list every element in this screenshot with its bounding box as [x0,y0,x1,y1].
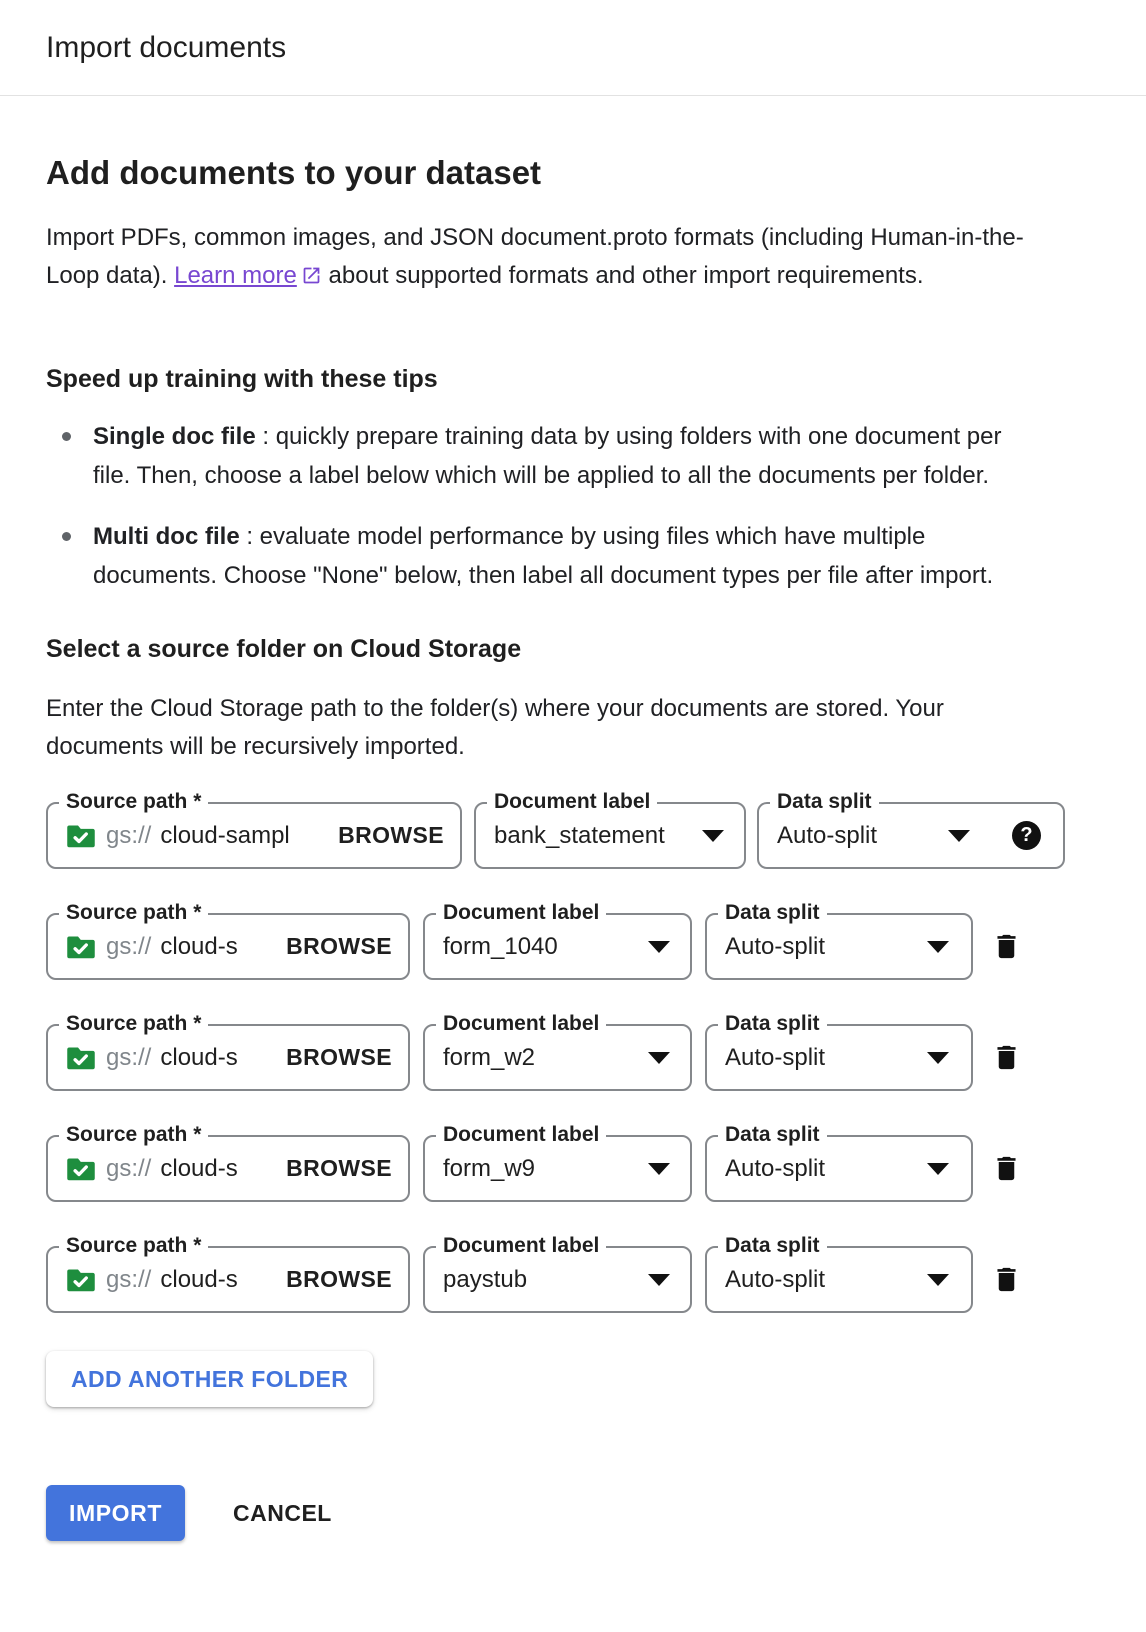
data-split-label: Data split [718,1123,827,1147]
open-in-new-icon [301,265,322,286]
delete-row-button[interactable] [991,1264,1022,1295]
cloud-folder-check-icon [66,1045,96,1071]
document-label-select[interactable] [423,1123,692,1202]
gs-prefix: gs:// [106,1154,152,1182]
tip-text: : quickly prepare training data by using folders with one document per file. Then, choose a label below which will be applied to all the documents per folder. [93,423,1002,489]
document-label-value: form_w9 [443,1154,536,1182]
dialog-body [0,154,1146,1541]
learn-more-label: Learn more [174,262,297,289]
tip-title: Single doc file [93,423,256,450]
gs-prefix: gs:// [106,1043,152,1071]
source-path-field[interactable] [46,790,462,869]
data-split-label: Data split [718,1012,827,1036]
data-split-value: Auto-split [725,1154,826,1182]
source-section-description: Enter the Cloud Storage path to the folder(s) where your documents are stored. Your documents will be recursively imported. [46,695,944,760]
trash-icon [991,1264,1022,1295]
dropdown-arrow-icon [648,1052,670,1064]
data-split-select[interactable] [705,901,973,980]
document-label-select[interactable] [423,1234,692,1313]
cloud-folder-check-icon [66,1267,96,1293]
document-label-label: Document label [436,1123,606,1147]
document-label-value: form_w2 [443,1043,536,1071]
intro-description [46,219,1031,295]
source-path-value[interactable]: cloud-s [160,932,238,960]
dialog-actions [46,1485,1100,1541]
data-split-value: Auto-split [777,821,878,849]
source-path-label: Source path * [59,790,208,814]
data-split-value: Auto-split [725,1265,826,1293]
data-split-select[interactable] [705,1012,973,1091]
learn-more-link[interactable] [174,262,322,289]
trash-icon [991,1042,1022,1073]
source-path-label: Source path * [59,1123,208,1147]
source-path-label: Source path * [59,1234,208,1258]
document-label-label: Document label [436,1012,606,1036]
document-label-value: paystub [443,1265,528,1293]
import-row [46,1234,1100,1313]
data-split-select[interactable] [757,790,1065,869]
data-split-value: Auto-split [725,1043,826,1071]
tip-title: Multi doc file [93,523,240,550]
source-section-heading: Select a source folder on Cloud Storage [46,635,522,663]
source-path-field[interactable] [46,1234,410,1313]
delete-row-button[interactable] [991,1153,1022,1184]
source-path-field[interactable] [46,1012,410,1091]
cancel-button[interactable]: CANCEL [233,1499,332,1526]
data-split-select[interactable] [705,1234,973,1313]
source-path-field[interactable] [46,901,410,980]
help-icon[interactable]: ? [1012,821,1041,850]
dialog-header [0,0,1146,96]
gs-prefix: gs:// [106,1265,152,1293]
document-label-value: bank_statement [494,821,665,849]
source-path-value[interactable]: cloud-s [160,1265,238,1293]
document-label-select[interactable] [423,901,692,980]
data-split-value: Auto-split [725,932,826,960]
dropdown-arrow-icon [702,830,724,842]
browse-button[interactable]: BROWSE [286,1044,392,1070]
document-label-label: Document label [436,1234,606,1258]
document-label-label: Document label [436,901,606,925]
source-path-value[interactable]: cloud-s [160,1154,238,1182]
intro-text-after-link: about supported formats and other import requirements. [321,262,924,289]
document-label-label: Document label [487,790,657,814]
dropdown-arrow-icon [927,1052,949,1064]
import-rows [46,790,1100,1313]
source-path-label: Source path * [59,1012,208,1036]
import-row [46,790,1100,869]
import-row [46,1012,1100,1091]
dialog-title: Import documents [46,30,287,64]
dropdown-arrow-icon [648,1163,670,1175]
document-label-value: form_1040 [443,932,558,960]
add-another-folder-button[interactable]: ADD ANOTHER FOLDER [46,1351,373,1407]
data-split-label: Data split [770,790,879,814]
tip-text: : evaluate model performance by using files which have multiple documents. Choose "None" below, then label all document types per file after import. [93,523,994,589]
import-row [46,901,1100,980]
dropdown-arrow-icon [648,1274,670,1286]
source-path-value[interactable]: cloud-sampl [160,821,290,849]
import-row [46,1123,1100,1202]
import-button[interactable]: IMPORT [46,1485,185,1541]
data-split-label: Data split [718,901,827,925]
list-item [46,517,1036,595]
source-path-label: Source path * [59,901,208,925]
gs-prefix: gs:// [106,821,152,849]
data-split-label: Data split [718,1234,827,1258]
delete-row-button[interactable] [991,931,1022,962]
browse-button[interactable]: BROWSE [286,933,392,959]
delete-row-button[interactable] [991,1042,1022,1073]
page-title: Add documents to your dataset [46,154,542,191]
cloud-folder-check-icon [66,934,96,960]
browse-button[interactable]: BROWSE [338,822,444,848]
browse-button[interactable]: BROWSE [286,1266,392,1292]
dropdown-arrow-icon [948,830,970,842]
source-path-field[interactable] [46,1123,410,1202]
dropdown-arrow-icon [927,1163,949,1175]
dropdown-arrow-icon [648,941,670,953]
dropdown-arrow-icon [927,1274,949,1286]
data-split-select[interactable] [705,1123,973,1202]
trash-icon [991,1153,1022,1184]
tips-heading: Speed up training with these tips [46,365,438,393]
cloud-folder-check-icon [66,823,96,849]
document-label-select[interactable] [474,790,746,869]
browse-button[interactable]: BROWSE [286,1155,392,1181]
document-label-select[interactable] [423,1012,692,1091]
tips-list [46,417,1100,595]
cloud-folder-check-icon [66,1156,96,1182]
trash-icon [991,931,1022,962]
source-path-value[interactable]: cloud-s [160,1043,238,1071]
gs-prefix: gs:// [106,932,152,960]
list-item [46,417,1036,495]
dropdown-arrow-icon [927,941,949,953]
intro-text-before-link: Import PDFs, common images, and JSON document.proto formats (including Human-in-the-Loop data). [46,224,1024,289]
